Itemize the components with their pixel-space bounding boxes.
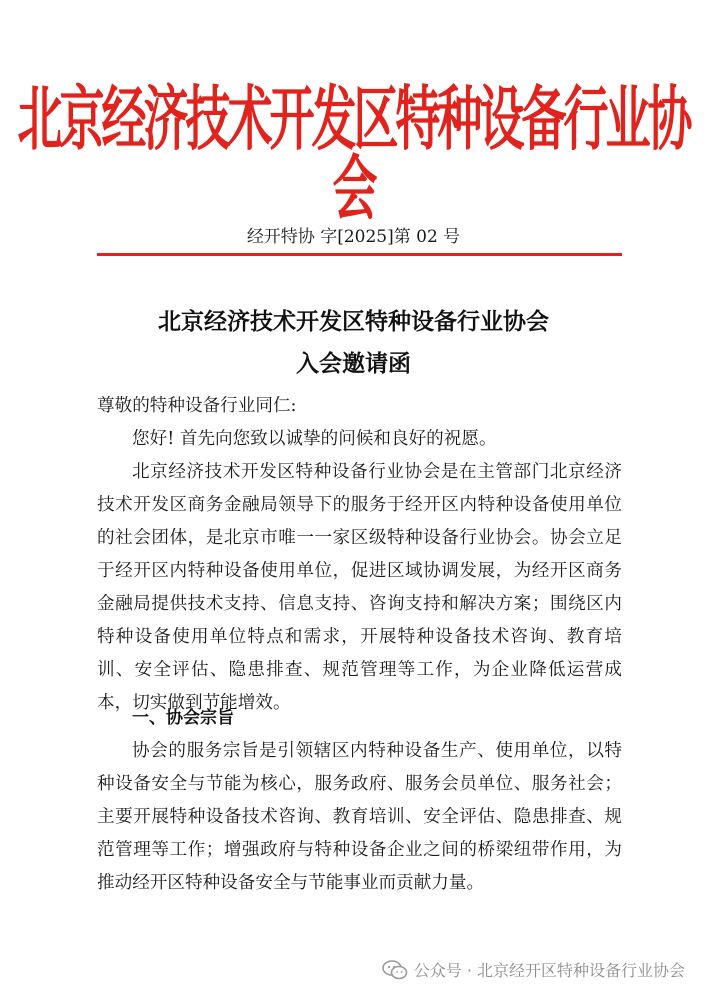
watermark-text: 公众号 · 北京经开区特种设备行业协会 [413, 961, 685, 980]
document-title-line1: 北京经济技术开发区特种设备行业协会 [158, 308, 549, 335]
organization-header: 北京经济技术开发区特种设备行业协会 [17, 77, 690, 230]
intro-text: 北京经济技术开发区特种设备行业协会是在主管部门北京经济技术开发区商务金融局领导下的服务于经开区内特种设备使用单位的社会团体，是北京市唯一一家区级特种设备行业协会。协会立足于经开区内特种设备使用单位，促进区域协调发展，为经开区商务金融局提供技术支持、信息支持、咨询支持和解决方案；围绕区内特种设备使用单位特点和需求，开展特种设备技术咨询、教育培训、安全评估、隐患排查、规范管理等工作，为企业降低运营成本，切实做到节能增效。 [97, 462, 622, 713]
document-number: 经开特协 字[2025]第 02 号 [246, 227, 461, 247]
document-title-line2: 入会邀请函 [296, 350, 411, 377]
purpose-paragraph [97, 735, 622, 900]
wechat-watermark [382, 958, 685, 981]
salutation [97, 390, 622, 423]
section-heading-purpose: 一、协会宗旨 [132, 708, 234, 728]
purpose-text: 协会的服务宗旨是引领辖区内特种设备生产、使用单位，以特种设备安全与节能为核心，服务政府、服务会员单位、服务社会；主要开展特种设备技术咨询、教育培训、安全评估、隐患排查、规范管理等工作；增强政府与特种设备企业之间的桥梁纽带作用，为推动经开区特种设备安全与节能事业而贡献力量。 [97, 741, 622, 893]
intro-paragraph [97, 456, 622, 720]
greeting-paragraph [97, 423, 622, 456]
wechat-icon [382, 960, 408, 980]
header-divider [97, 253, 622, 256]
greeting-text: 您好! 首先向您致以诚挚的问候和良好的祝愿。 [132, 429, 497, 449]
salutation-text: 尊敬的特种设备行业同仁: [97, 396, 297, 416]
